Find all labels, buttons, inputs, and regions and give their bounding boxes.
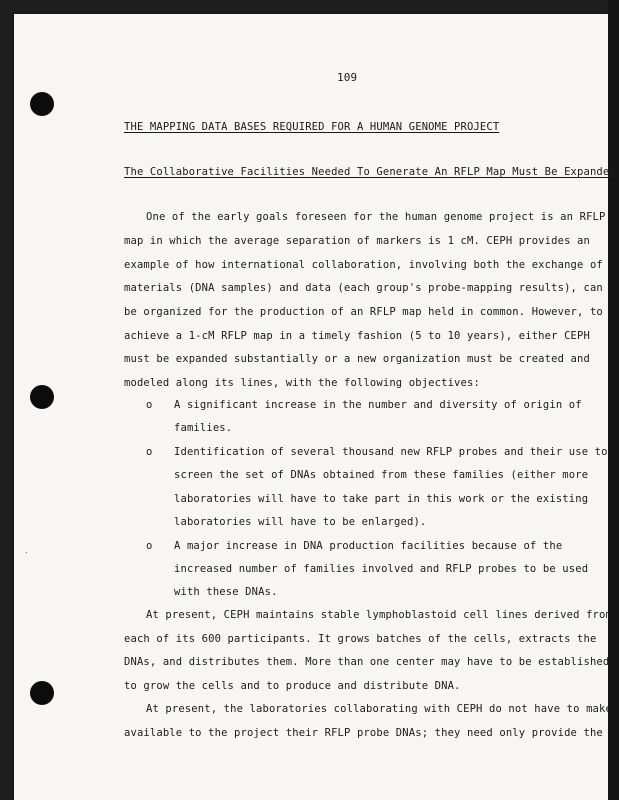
bullet-line: families. <box>174 422 233 434</box>
paragraph-line: must be expanded substantially or a new organization must be created and <box>124 353 590 365</box>
bullet-line: A major increase in DNA production facilities because of the <box>174 540 563 552</box>
paragraph-line: materials (DNA samples) and data (each group's probe-mapping results), can <box>124 282 603 294</box>
paragraph-line: One of the early goals foreseen for the human genome project is an RFLP <box>146 211 606 223</box>
bullet-marker: o <box>146 446 153 458</box>
paragraph-line: example of how international collaboration, involving both the exchange of <box>124 259 603 271</box>
bullet-line: screen the set of DNAs obtained from these families (either more <box>174 469 589 481</box>
scan-edge-strip <box>608 0 619 800</box>
bullet-line: A significant increase in the number and diversity of origin of <box>174 399 582 411</box>
paragraph-line: At present, CEPH maintains stable lymphoblastoid cell lines derived from <box>146 609 612 621</box>
paragraph-line: DNAs, and distributes them. More than one center may have to be established <box>124 656 610 668</box>
bullet-line: Identification of several thousand new RFLP probes and their use to <box>174 446 608 458</box>
paragraph-line: map in which the average separation of markers is 1 cM. CEPH provides an <box>124 235 590 247</box>
section-title: THE MAPPING DATA BASES REQUIRED FOR A HUMAN GENOME PROJECT <box>124 121 500 133</box>
bullet-line: with these DNAs. <box>174 586 278 598</box>
paragraph-line: available to the project their RFLP probe DNAs; they need only provide the <box>124 727 603 739</box>
bullet-line: laboratories will have to be enlarged). <box>174 516 427 528</box>
punch-hole-bottom <box>30 681 54 705</box>
punch-hole-top <box>30 92 54 116</box>
bullet-line: laboratories will have to take part in this work or the existing <box>174 493 589 505</box>
paragraph-line: achieve a 1-cM RFLP map in a timely fashion (5 to 10 years), either CEPH <box>124 330 590 342</box>
paragraph-line: to grow the cells and to produce and distribute DNA. <box>124 680 461 692</box>
bullet-marker: o <box>146 399 153 411</box>
punch-hole-middle <box>30 385 54 409</box>
paragraph-line: modeled along its lines, with the following objectives: <box>124 377 480 389</box>
paragraph-line: each of its 600 participants. It grows batches of the cells, extracts the <box>124 633 597 645</box>
paragraph-line: be organized for the production of an RFLP map held in common. However, to <box>124 306 603 318</box>
page-number: 109 <box>337 71 358 84</box>
bullet-marker: o <box>146 540 153 552</box>
paragraph-line: At present, the laboratories collaborating with CEPH do not have to make <box>146 703 612 715</box>
bullet-line: increased number of families involved and RFLP probes to be used <box>174 563 589 575</box>
section-subtitle: The Collaborative Facilities Needed To Generate An RFLP Map Must Be Expanded <box>124 166 616 178</box>
scan-speck <box>26 552 27 553</box>
